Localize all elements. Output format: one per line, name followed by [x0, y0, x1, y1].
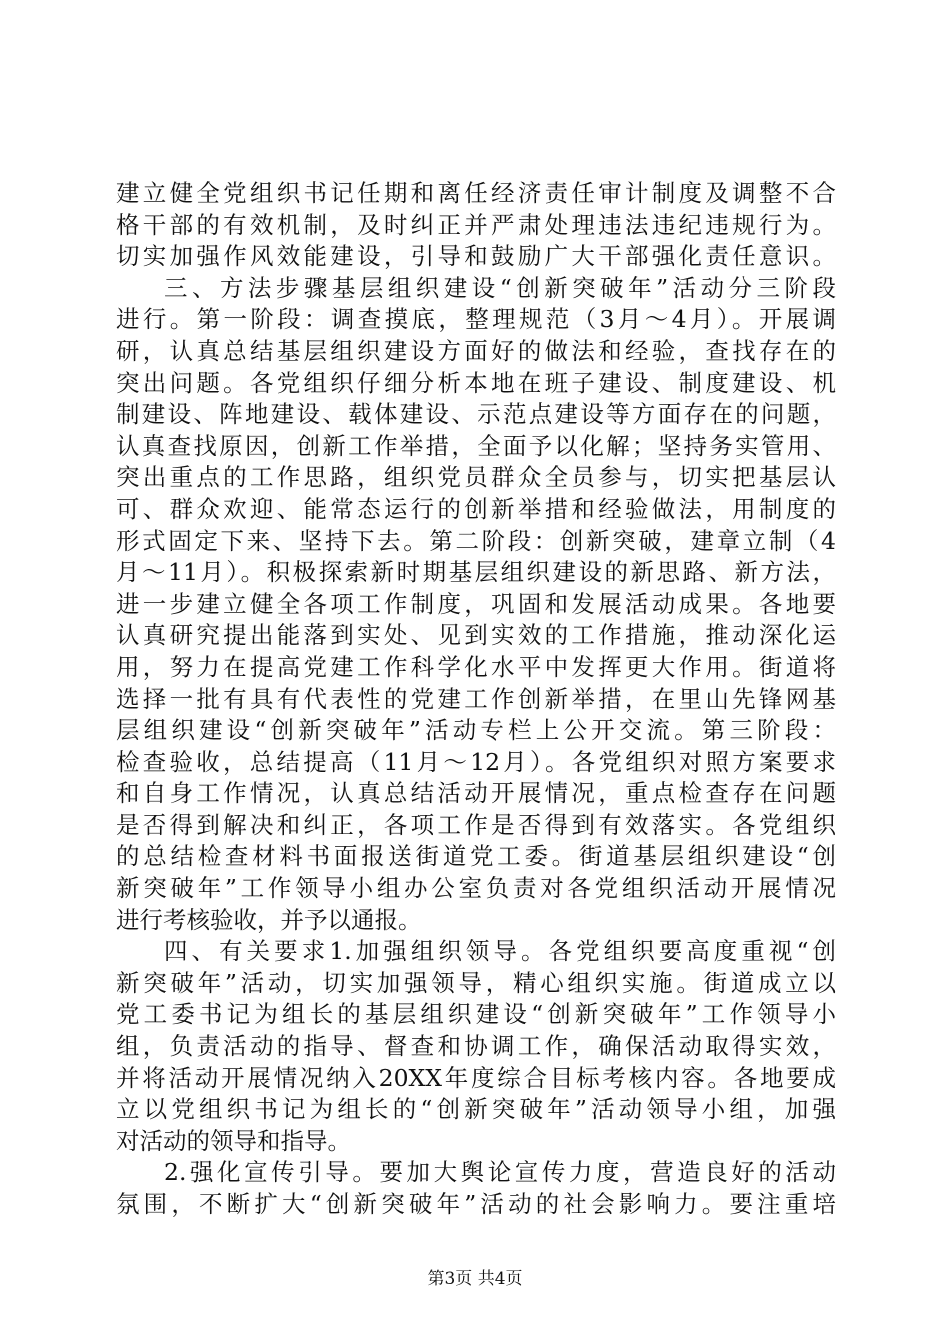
page-footer [0, 1264, 950, 1289]
text-line: 对活动的领导和指导。 [116, 1126, 351, 1155]
text-line: 新突破年”工作领导小组办公室负责对各党组织活动开展情况 [116, 874, 836, 903]
text-line: 切实加强作风效能建设，引导和鼓励广大干部强化责任意识。 [116, 242, 836, 271]
section-heading-line: 三、方法步骤基层组织建设“创新突破年”活动分三阶段 [164, 273, 836, 302]
text-line: 并将活动开展情况纳入20XX年度综合目标考核内容。各地要成 [116, 1063, 836, 1092]
text-line: 格干部的有效机制，及时纠正并严肃处理违法违纪违规行为。 [116, 210, 836, 239]
text-line: 建立健全党组织书记任期和离任经济责任审计制度及调整不合 [116, 179, 836, 207]
text-line: 认真研究提出能落到实处、见到实效的工作措施，推动深化运 [116, 621, 836, 650]
paragraph-start-line: 2.强化宣传引导。要加大舆论宣传力度，营造良好的活动 [164, 1158, 836, 1187]
text-line: 氛围，不断扩大“创新突破年”活动的社会影响力。要注重培 [116, 1190, 836, 1218]
text-line: 可、群众欢迎、能常态运行的创新举措和经验做法，用制度的 [116, 494, 836, 523]
text-line: 认真查找原因，创新工作举措，全面予以化解；坚持务实管用、 [116, 431, 836, 460]
text-line: 进一步建立健全各项工作制度，巩固和发展活动成果。各地要 [116, 589, 836, 618]
text-line: 月～11月）。积极探索新时期基层组织建设的新思路、新方法， [116, 558, 836, 587]
text-line: 检查验收，总结提高（11月～12月）。各党组织对照方案要求 [116, 747, 836, 776]
text-line: 立以党组织书记为组长的“创新突破年”活动领导小组，加强 [116, 1095, 836, 1124]
text-line: 层组织建设“创新突破年”活动专栏上公开交流。第三阶段： [116, 716, 836, 745]
text-line: 组，负责活动的指导、督查和协调工作，确保活动取得实效， [116, 1032, 836, 1061]
text-line: 用，努力在提高党建工作科学化水平中发挥更大作用。街道将 [116, 652, 836, 681]
text-line: 突出问题。各党组织仔细分析本地在班子建设、制度建设、机 [116, 368, 836, 397]
text-line: 党工委书记为组长的基层组织建设“创新突破年”工作领导小 [116, 1000, 836, 1029]
text-line: 选择一批有具有代表性的党建工作创新举措，在里山先锋网基 [116, 684, 836, 713]
text-line: 的总结检查材料书面报送街道党工委。街道基层组织建设“创 [116, 842, 836, 871]
text-line: 新突破年”活动，切实加强领导，精心组织实施。街道成立以 [116, 968, 836, 997]
text-line: 制建设、阵地建设、载体建设、示范点建设等方面存在的问题， [116, 400, 836, 429]
page-number-label: 第3页 共4页 [427, 1269, 523, 1289]
text-line: 进行。第一阶段：调查摸底，整理规范（3月～4月）。开展调 [116, 305, 836, 334]
text-line: 研，认真总结基层组织建设方面好的做法和经验，查找存在的 [116, 336, 836, 365]
text-line: 是否得到解决和纠正，各项工作是否得到有效落实。各党组织 [116, 810, 836, 839]
document-body [116, 178, 836, 1221]
text-line: 和自身工作情况，认真总结活动开展情况，重点检查存在问题 [116, 779, 836, 808]
text-line: 突出重点的工作思路，组织党员群众全员参与，切实把基层认 [116, 463, 836, 492]
text-line: 进行考核验收，并予以通报。 [116, 905, 422, 934]
section-heading-line: 四、有关要求1.加强组织领导。各党组织要高度重视“创 [164, 937, 836, 966]
text-line: 形式固定下来、坚持下去。第二阶段：创新突破，建章立制（4 [116, 526, 836, 555]
